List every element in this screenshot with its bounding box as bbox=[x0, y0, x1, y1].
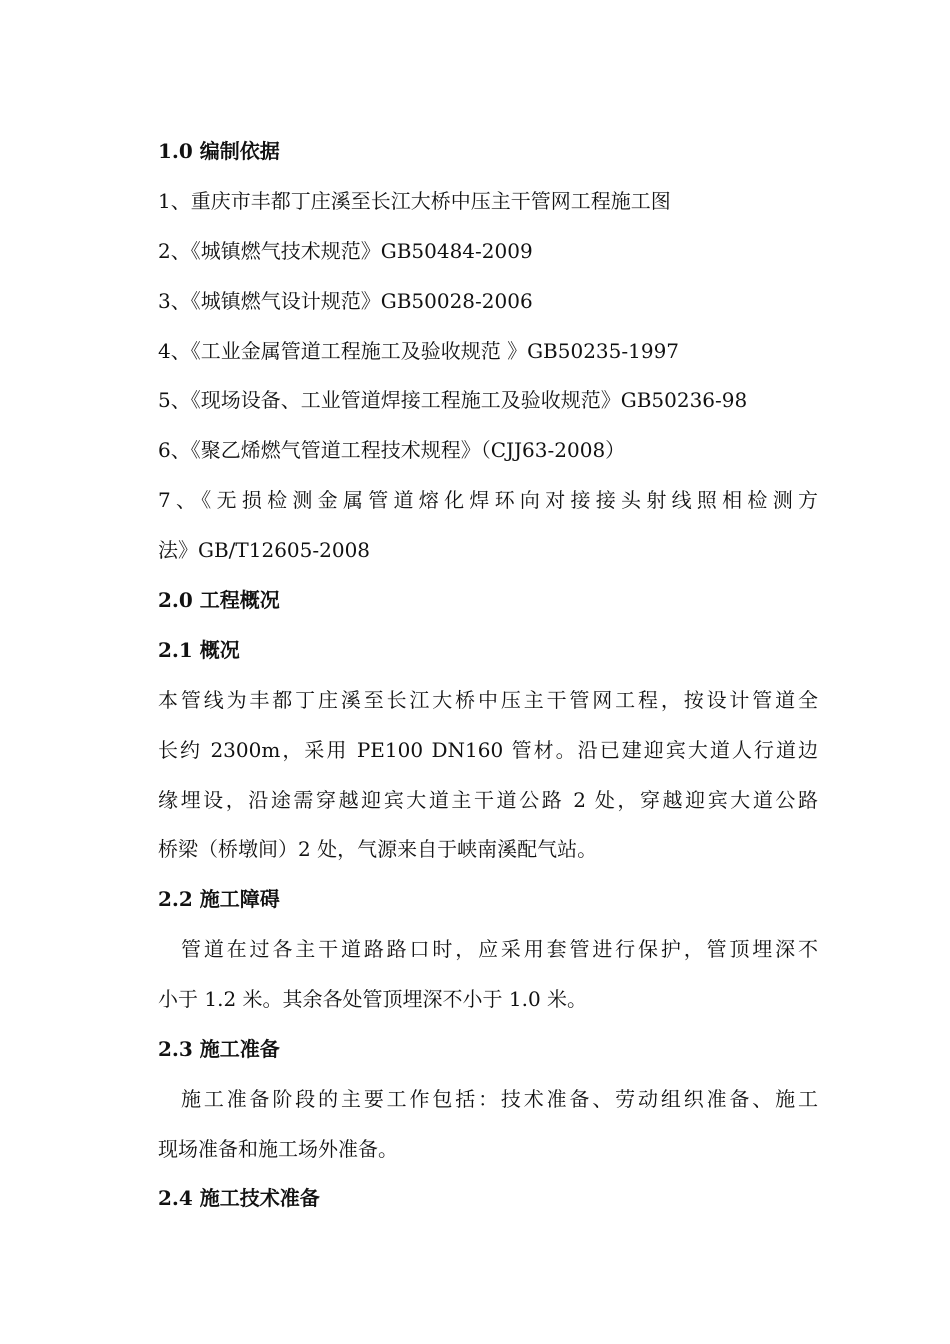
section-heading-2-0: 2.0 工程概况 bbox=[158, 588, 280, 612]
paragraph-line: 管道在过各主干道路路口时，应采用套管进行保护，管顶埋深不 bbox=[181, 937, 818, 961]
paragraph-line: 长约 2300m，采用 PE100 DN160 管材。沿已建迎宾大道人行道边 bbox=[158, 738, 818, 762]
reference-item-7: 7、《无损检测金属管道熔化焊环向对接接头射线照相检测方 bbox=[158, 488, 818, 512]
reference-item-7-continued: 法》GB/T12605-2008 bbox=[158, 538, 371, 562]
reference-item-4: 4、《工业金属管道工程施工及验收规范 》GB50235-1997 bbox=[158, 339, 680, 363]
reference-item-2: 2、《城镇燃气技术规范》GB50484-2009 bbox=[158, 239, 533, 263]
section-heading-2-4: 2.4 施工技术准备 bbox=[158, 1186, 320, 1210]
section-heading-1-0: 1.0 编制依据 bbox=[158, 139, 280, 163]
reference-item-1: 1、重庆市丰都丁庄溪至长江大桥中压主干管网工程施工图 bbox=[158, 189, 671, 213]
paragraph-line: 现场准备和施工场外准备。 bbox=[158, 1137, 398, 1161]
paragraph-line: 缘埋设，沿途需穿越迎宾大道主干道公路 2 处，穿越迎宾大道公路 bbox=[158, 788, 818, 812]
paragraph-line: 施工准备阶段的主要工作包括：技术准备、劳动组织准备、施工 bbox=[181, 1087, 818, 1111]
reference-item-6: 6、《聚乙烯燃气管道工程技术规程》（CJJ63-2008） bbox=[158, 438, 626, 462]
reference-item-5: 5、《现场设备、工业管道焊接工程施工及验收规范》GB50236-98 bbox=[158, 388, 748, 412]
section-heading-2-2: 2.2 施工障碍 bbox=[158, 887, 280, 911]
section-heading-2-1: 2.1 概况 bbox=[158, 638, 240, 662]
paragraph-line: 本管线为丰都丁庄溪至长江大桥中压主干管网工程，按设计管道全 bbox=[158, 688, 818, 712]
reference-item-3: 3、《城镇燃气设计规范》GB50028-2006 bbox=[158, 289, 533, 313]
section-heading-2-3: 2.3 施工准备 bbox=[158, 1037, 280, 1061]
paragraph-line: 桥梁（桥墩间）2 处，气源来自于峡南溪配气站。 bbox=[158, 837, 598, 861]
paragraph-line: 小于 1.2 米。其余各处管顶埋深不小于 1.0 米。 bbox=[158, 987, 588, 1011]
